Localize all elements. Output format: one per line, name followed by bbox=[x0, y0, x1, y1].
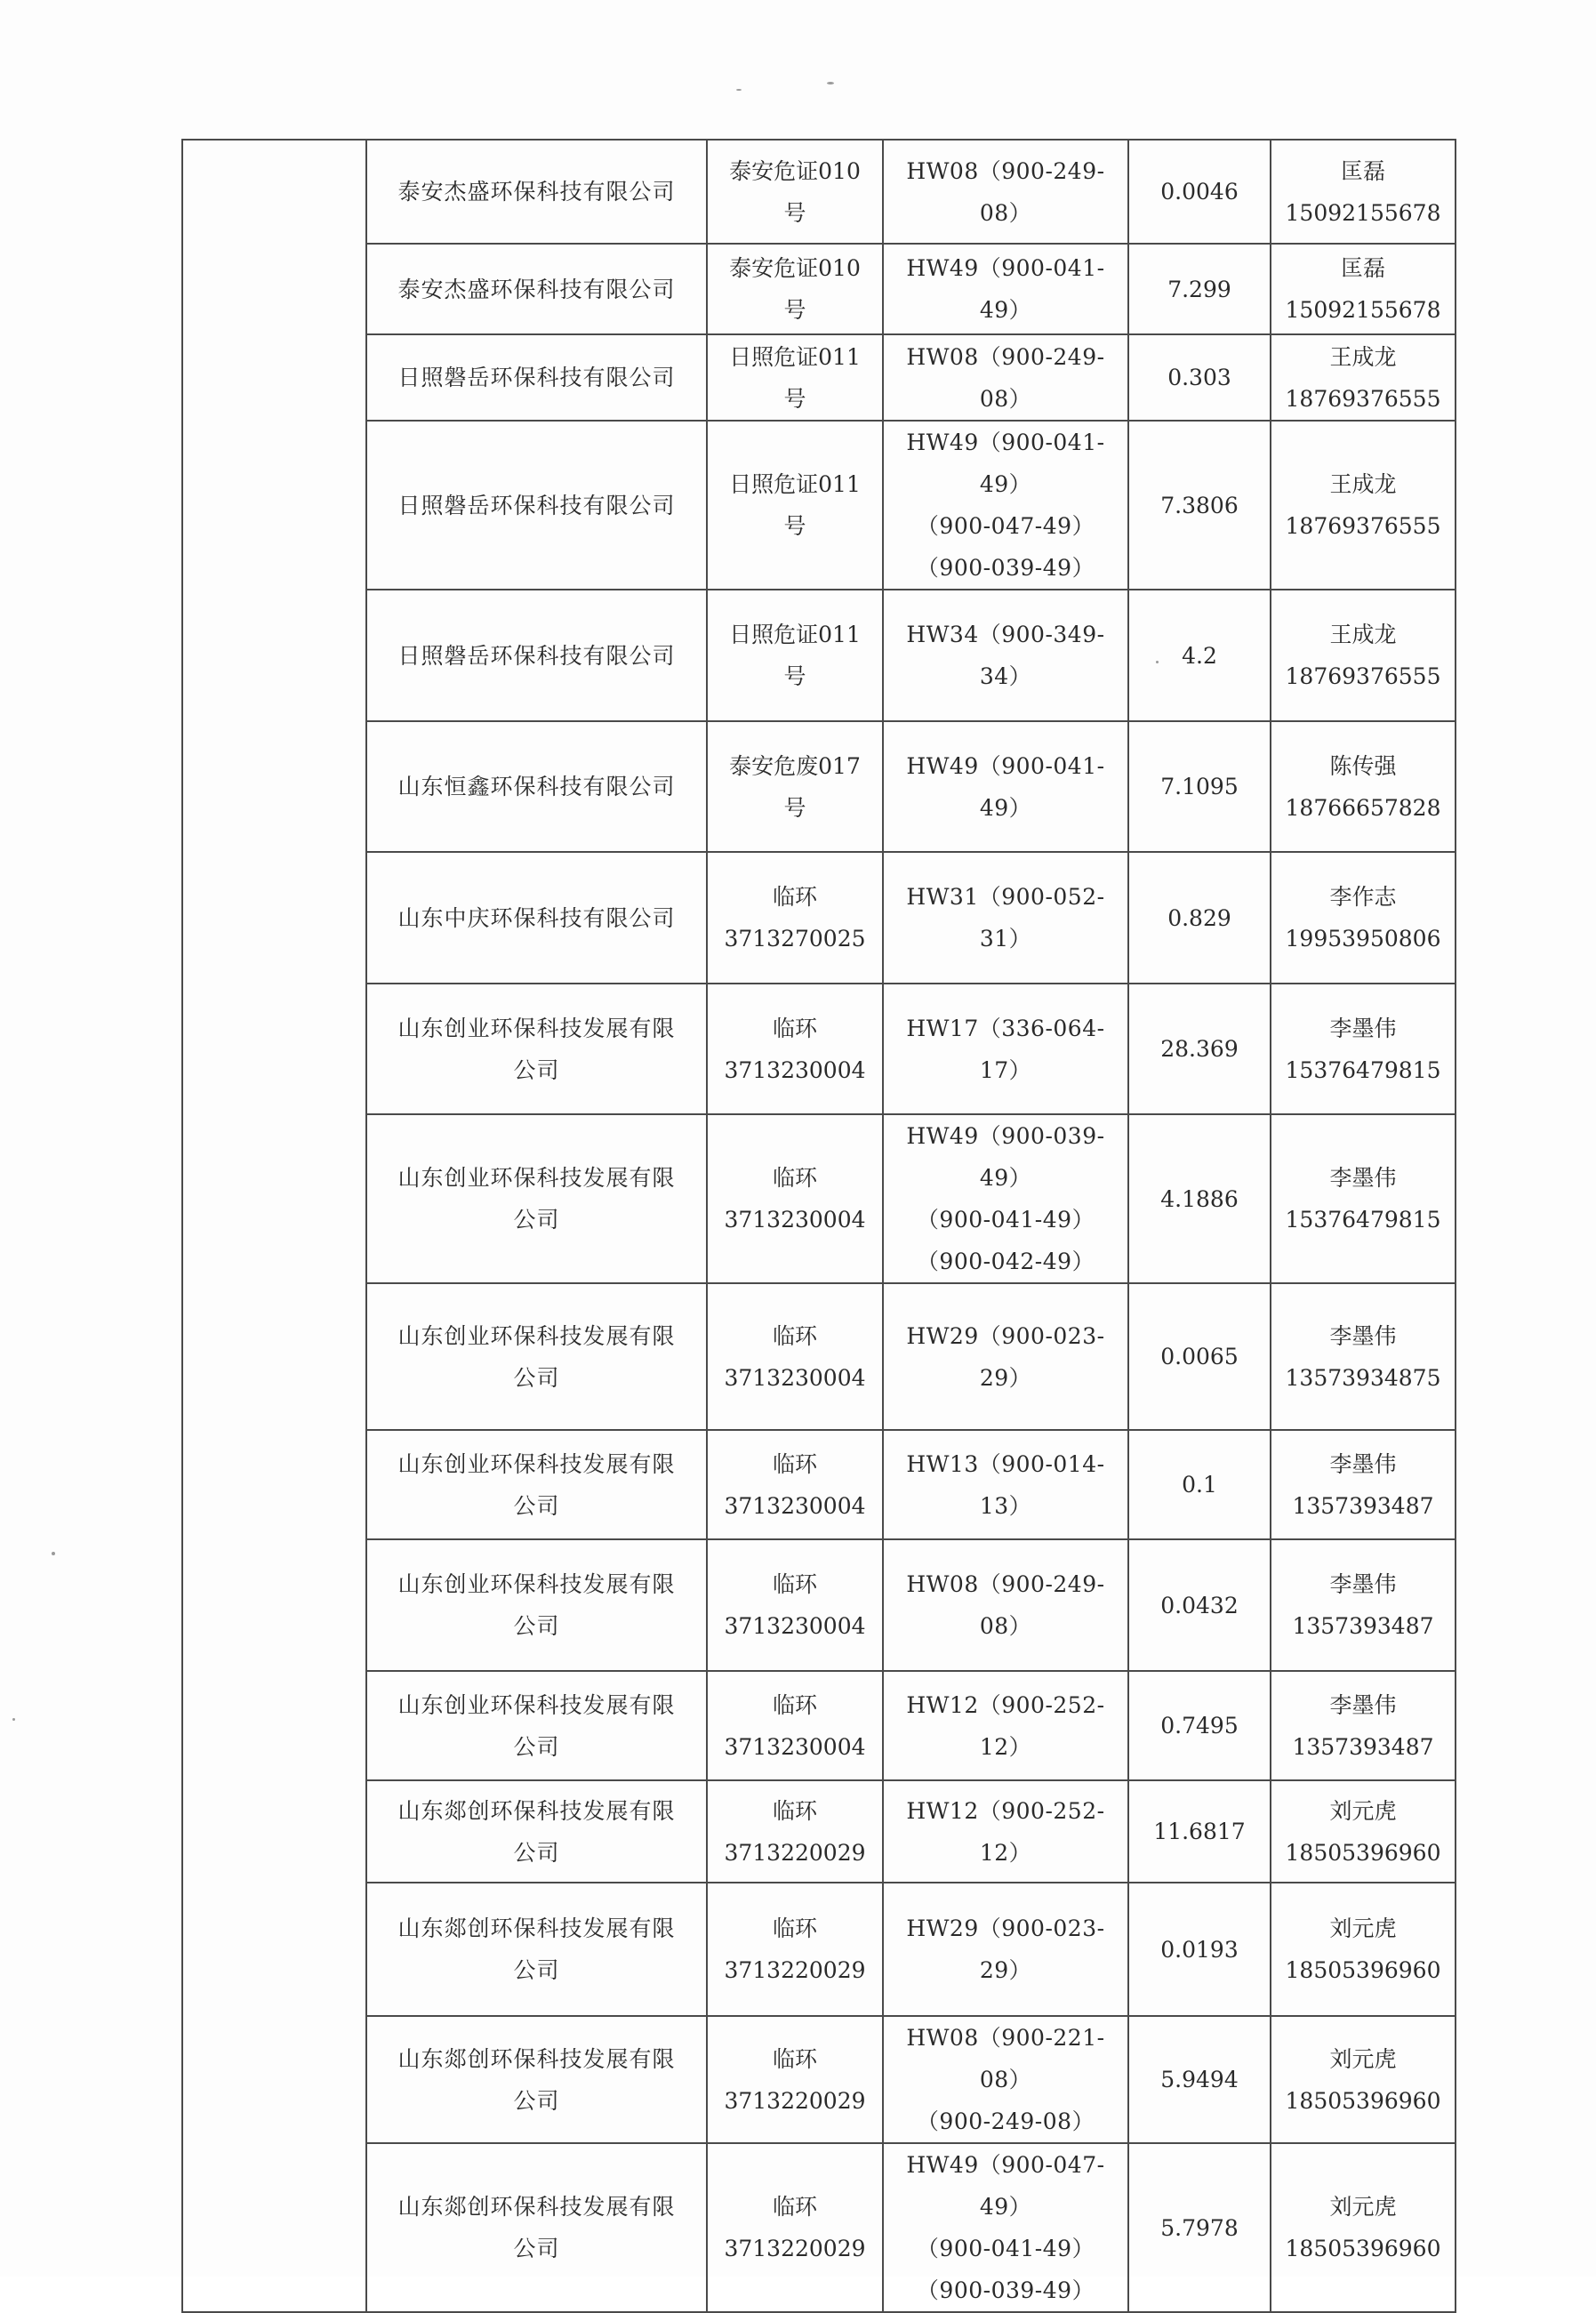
table-row bbox=[182, 140, 1456, 244]
waste-code-cell: HW17（336-064-17） bbox=[883, 984, 1128, 1114]
table-row bbox=[182, 1883, 1456, 2016]
scan-speck bbox=[52, 1552, 55, 1555]
table-row bbox=[182, 421, 1456, 590]
table-row bbox=[182, 1671, 1456, 1780]
table-row bbox=[182, 334, 1456, 421]
category-cell bbox=[182, 140, 366, 2312]
company-cell: 山东郯创环保科技发展有限 公司 bbox=[366, 1883, 707, 2016]
company-cell: 山东创业环保科技发展有限 公司 bbox=[366, 1430, 707, 1539]
scan-speck bbox=[736, 89, 742, 91]
quantity-cell: 0.829 bbox=[1128, 852, 1271, 984]
table-row bbox=[182, 1283, 1456, 1430]
license-cell: 临环 3713220029 bbox=[707, 1780, 883, 1883]
table-row bbox=[182, 721, 1456, 852]
contact-cell: 陈传强 18766657828 bbox=[1271, 721, 1456, 852]
contact-cell: 李墨伟 1357393487 bbox=[1271, 1539, 1456, 1671]
table-row bbox=[182, 984, 1456, 1114]
quantity-cell: 5.9494 bbox=[1128, 2016, 1271, 2143]
company-cell: 山东创业环保科技发展有限 公司 bbox=[366, 1671, 707, 1780]
waste-code-cell: HW08（900-249-08） bbox=[883, 1539, 1128, 1671]
contact-cell: 李墨伟 15376479815 bbox=[1271, 1114, 1456, 1283]
license-cell: 临环 3713230004 bbox=[707, 1430, 883, 1539]
scan-speck bbox=[827, 82, 834, 84]
license-cell: 临环 3713230004 bbox=[707, 1283, 883, 1430]
waste-code-cell: HW12（900-252-12） bbox=[883, 1780, 1128, 1883]
waste-code-cell: HW08（900-249-08） bbox=[883, 140, 1128, 244]
contact-cell: 王成龙 18769376555 bbox=[1271, 421, 1456, 590]
company-cell: 山东创业环保科技发展有限 公司 bbox=[366, 1539, 707, 1671]
license-cell: 泰安危证010 号 bbox=[707, 140, 883, 244]
company-cell: 山东中庆环保科技有限公司 bbox=[366, 852, 707, 984]
license-cell: 临环 3713230004 bbox=[707, 1671, 883, 1780]
license-cell: 泰安危证010 号 bbox=[707, 244, 883, 334]
quantity-cell: 0.0193 bbox=[1128, 1883, 1271, 2016]
license-cell: 临环 3713230004 bbox=[707, 984, 883, 1114]
table-body bbox=[182, 140, 1456, 2312]
quantity-cell: 0.0046 bbox=[1128, 140, 1271, 244]
quantity-cell: 7.3806 bbox=[1128, 421, 1271, 590]
table-row bbox=[182, 2143, 1456, 2312]
company-cell: 山东郯创环保科技发展有限 公司 bbox=[366, 2143, 707, 2312]
contact-cell: 匡磊 15092155678 bbox=[1271, 140, 1456, 244]
waste-code-cell: HW29（900-023-29） bbox=[883, 1883, 1128, 2016]
company-cell: 山东郯创环保科技发展有限 公司 bbox=[366, 2016, 707, 2143]
license-cell: 临环 3713220029 bbox=[707, 1883, 883, 2016]
waste-code-cell: HW49（900-039-49） （900-041-49） （900-042-49） bbox=[883, 1114, 1128, 1283]
company-cell: 日照磐岳环保科技有限公司 bbox=[366, 421, 707, 590]
waste-code-cell: HW12（900-252-12） bbox=[883, 1671, 1128, 1780]
company-cell: 山东恒鑫环保科技有限公司 bbox=[366, 721, 707, 852]
contact-cell: 李作志 19953950806 bbox=[1271, 852, 1456, 984]
quantity-cell: 28.369 bbox=[1128, 984, 1271, 1114]
contact-cell: 李墨伟 1357393487 bbox=[1271, 1671, 1456, 1780]
quantity-cell: 11.6817 bbox=[1128, 1780, 1271, 1883]
table-row bbox=[182, 590, 1456, 721]
table-row bbox=[182, 1539, 1456, 1671]
company-cell: 泰安杰盛环保科技有限公司 bbox=[366, 244, 707, 334]
company-cell: 日照磐岳环保科技有限公司 bbox=[366, 334, 707, 421]
license-cell: 日照危证011 号 bbox=[707, 334, 883, 421]
waste-code-cell: HW49（900-047-49） （900-041-49） （900-039-49） bbox=[883, 2143, 1128, 2312]
license-cell: 日照危证011 号 bbox=[707, 421, 883, 590]
contact-cell: 刘元虎 18505396960 bbox=[1271, 1883, 1456, 2016]
waste-code-cell: HW08（900-221-08） （900-249-08） bbox=[883, 2016, 1128, 2143]
quantity-cell: 7.299 bbox=[1128, 244, 1271, 334]
license-cell: 临环 3713220029 bbox=[707, 2143, 883, 2312]
contact-cell: 王成龙 18769376555 bbox=[1271, 590, 1456, 721]
license-cell: 临环 3713230004 bbox=[707, 1539, 883, 1671]
table-row bbox=[182, 244, 1456, 334]
waste-code-cell: HW49（900-041-49） bbox=[883, 721, 1128, 852]
contact-cell: 刘元虎 18505396960 bbox=[1271, 2143, 1456, 2312]
table-row bbox=[182, 1430, 1456, 1539]
waste-code-cell: HW29（900-023-29） bbox=[883, 1283, 1128, 1430]
quantity-cell: 4.1886 bbox=[1128, 1114, 1271, 1283]
waste-code-cell: HW49（900-041-49） （900-047-49） （900-039-49） bbox=[883, 421, 1128, 590]
quantity-cell: 0.303 bbox=[1128, 334, 1271, 421]
contact-cell: 刘元虎 18505396960 bbox=[1271, 1780, 1456, 1883]
company-cell: 日照磐岳环保科技有限公司 bbox=[366, 590, 707, 721]
contact-cell: 匡磊 15092155678 bbox=[1271, 244, 1456, 334]
contact-cell: 李墨伟 15376479815 bbox=[1271, 984, 1456, 1114]
contact-cell: 李墨伟 1357393487 bbox=[1271, 1430, 1456, 1539]
table-row bbox=[182, 1114, 1456, 1283]
company-cell: 山东郯创环保科技发展有限 公司 bbox=[366, 1780, 707, 1883]
contact-cell: 李墨伟 13573934875 bbox=[1271, 1283, 1456, 1430]
waste-code-cell: HW49（900-041-49） bbox=[883, 244, 1128, 334]
license-cell: 临环 3713230004 bbox=[707, 1114, 883, 1283]
waste-code-cell: HW13（900-014-13） bbox=[883, 1430, 1128, 1539]
waste-code-cell: HW34（900-349-34） bbox=[883, 590, 1128, 721]
table-row bbox=[182, 1780, 1456, 1883]
contact-cell: 刘元虎 18505396960 bbox=[1271, 2016, 1456, 2143]
license-cell: 临环 3713270025 bbox=[707, 852, 883, 984]
license-cell: 日照危证011 号 bbox=[707, 590, 883, 721]
quantity-cell: 0.1 bbox=[1128, 1430, 1271, 1539]
company-cell: 山东创业环保科技发展有限 公司 bbox=[366, 1283, 707, 1430]
company-cell: 山东创业环保科技发展有限 公司 bbox=[366, 1114, 707, 1283]
company-cell: 山东创业环保科技发展有限 公司 bbox=[366, 984, 707, 1114]
table-row bbox=[182, 2016, 1456, 2143]
waste-code-cell: HW08（900-249-08） bbox=[883, 334, 1128, 421]
waste-code-cell: HW31（900-052-31） bbox=[883, 852, 1128, 984]
quantity-cell: 7.1095 bbox=[1128, 721, 1271, 852]
quantity-cell: 0.0432 bbox=[1128, 1539, 1271, 1671]
quantity-cell: 0.7495 bbox=[1128, 1671, 1271, 1780]
quantity-cell: 5.7978 bbox=[1128, 2143, 1271, 2312]
company-cell: 泰安杰盛环保科技有限公司 bbox=[366, 140, 707, 244]
quantity-cell: 0.0065 bbox=[1128, 1283, 1271, 1430]
scan-speck bbox=[12, 1718, 15, 1721]
table-row bbox=[182, 852, 1456, 984]
license-cell: 泰安危废017 号 bbox=[707, 721, 883, 852]
license-cell: 临环 3713220029 bbox=[707, 2016, 883, 2143]
hazardous-waste-table bbox=[181, 139, 1456, 2313]
contact-cell: 王成龙 18769376555 bbox=[1271, 334, 1456, 421]
quantity-cell: 4.2 bbox=[1128, 590, 1271, 721]
